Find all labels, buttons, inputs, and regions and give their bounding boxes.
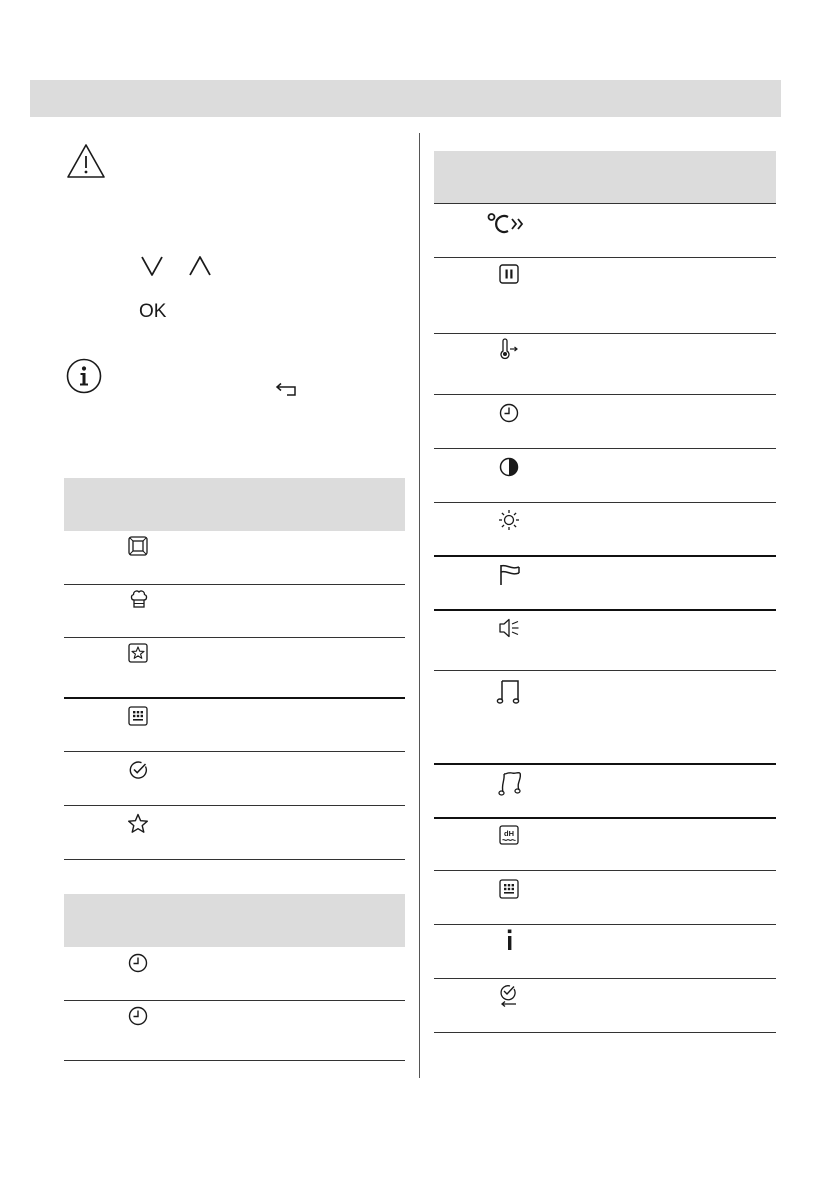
table3-row-divider (434, 394, 776, 395)
table2-bottom-line (64, 1060, 405, 1061)
table1-bottom-line (64, 859, 405, 860)
contrast-icon (499, 457, 519, 477)
svg-text:dH: dH (504, 829, 514, 838)
clock-icon (128, 1006, 148, 1026)
table3-row-divider (434, 502, 776, 503)
clock-icon (499, 403, 519, 423)
table1-row-divider (64, 805, 405, 806)
column-divider (419, 133, 420, 1078)
chevron-up-icon (188, 255, 212, 277)
table3-row-divider (434, 924, 776, 925)
table3-header (434, 151, 776, 204)
table3-row-divider (434, 609, 776, 611)
oven-frame-icon (128, 536, 148, 556)
table1-row-divider (64, 697, 405, 699)
table3-row-divider (434, 333, 776, 334)
temperature-fast-heat-icon (486, 212, 530, 236)
table1-row-divider (64, 584, 405, 585)
table3-header-line (434, 203, 776, 204)
table2-row-divider (64, 1000, 405, 1001)
section-header-bar (30, 80, 781, 117)
thermometer-icon (498, 338, 520, 360)
sound-wave-icon (498, 771, 524, 797)
chef-hat-icon (130, 589, 148, 609)
table3-row-divider (434, 448, 776, 449)
keypad-icon (499, 879, 519, 899)
table1-row-divider (64, 751, 405, 752)
table3-row-divider (434, 817, 776, 819)
table3-bottom-line (434, 1032, 776, 1033)
chevron-down-icon (140, 255, 164, 277)
warning-triangle-icon (66, 143, 106, 179)
brightness-icon (498, 509, 520, 531)
table3-row-divider (434, 555, 776, 557)
flag-icon (499, 564, 521, 586)
pause-icon (499, 264, 519, 284)
music-note-icon (497, 679, 523, 705)
star-icon (127, 813, 149, 834)
info-i-icon (505, 929, 515, 951)
page-edge-marks (0, 1186, 120, 1192)
table3-row-divider (434, 670, 776, 671)
check-circle-icon (128, 760, 148, 780)
table3-row-divider (434, 257, 776, 258)
info-circle-icon (66, 358, 102, 394)
table3-row-divider (434, 763, 776, 765)
clock-icon (128, 953, 148, 973)
star-box-icon (128, 643, 148, 663)
table1-row-divider (64, 637, 405, 638)
ok-key-label: OK (139, 301, 167, 322)
keypad-icon (128, 706, 148, 726)
table1-header (64, 478, 405, 531)
reset-check-icon (498, 984, 520, 1008)
back-arrow-icon (275, 383, 299, 397)
water-hardness-dh-icon (499, 825, 519, 845)
table3-row-divider (434, 978, 776, 979)
table3-row-divider (434, 870, 776, 871)
table2-header (64, 894, 405, 947)
volume-icon (498, 617, 520, 639)
